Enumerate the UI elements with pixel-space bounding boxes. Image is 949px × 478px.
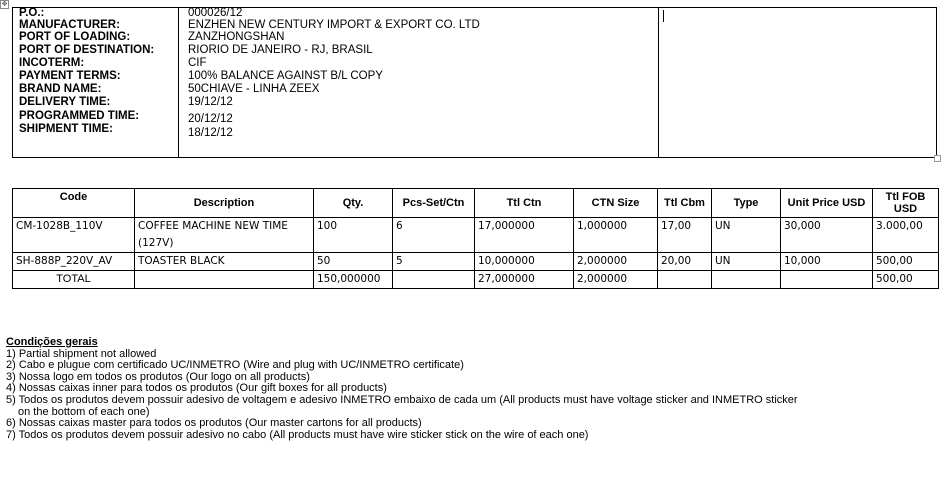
table-cell[interactable]: 2,000000 <box>574 253 658 271</box>
condition-item: 4) Nossas caixas inner para todos os produtos (Our gift boxes for all products) <box>6 382 387 395</box>
table-cell[interactable]: 30,000 <box>781 218 873 253</box>
condition-item: 3) Nossa logo em todos os produtos (Our logo on all products) <box>6 370 310 383</box>
header-label: PAYMENT TERMS: <box>19 70 121 82</box>
column-header: Unit Price USD <box>781 189 873 218</box>
column-header: Code <box>13 189 135 218</box>
table-cell[interactable]: 10,000000 <box>475 253 574 271</box>
header-value[interactable]: CIF <box>188 57 207 69</box>
table-cell[interactable]: UN <box>712 218 781 253</box>
column-header: Qty. <box>314 189 393 218</box>
table-cell[interactable]: 17,00 <box>658 218 712 253</box>
table-cell[interactable]: 10,000 <box>781 253 873 271</box>
condition-item: 1) Partial shipment not allowed <box>6 347 157 360</box>
header-value[interactable]: ENZHEN NEW CENTURY IMPORT & EXPORT CO. LTD <box>188 19 480 31</box>
total-row <box>13 271 939 289</box>
column-header: Ttl Cbm <box>658 189 712 218</box>
header-value[interactable]: 50CHIAVE - LINHA ZEEX <box>188 83 320 95</box>
table-cell[interactable]: 50 <box>314 253 393 271</box>
table-cell[interactable]: TOASTER BLACK <box>135 253 314 271</box>
header-value[interactable]: 19/12/12 <box>188 96 233 108</box>
table-cell[interactable]: UN <box>712 253 781 271</box>
condition-item: 6) Nossas caixas master para todos os produtos (Our master cartons for all products) <box>6 417 422 430</box>
header-label: MANUFACTURER: <box>19 19 120 31</box>
condition-item-continuation: on the bottom of each one) <box>18 405 150 418</box>
table-cell[interactable] <box>658 271 712 289</box>
column-header: Pcs-Set/Ctn <box>393 189 475 218</box>
header-label: SHIPMENT TIME: <box>19 123 113 135</box>
table-cell[interactable]: 100 <box>314 218 393 253</box>
table-cell[interactable] <box>781 271 873 289</box>
table-move-handle-icon[interactable]: ✥ <box>1 0 8 8</box>
header-value[interactable]: 18/12/12 <box>188 127 233 139</box>
table-cell[interactable] <box>135 271 314 289</box>
header-label: INCOTERM: <box>19 57 85 69</box>
table-cell[interactable]: SH-888P_220V_AV <box>13 253 135 271</box>
table-cell[interactable]: 2,000000 <box>574 271 658 289</box>
table-cell[interactable]: 500,00 <box>873 271 939 289</box>
column-header: Type <box>712 189 781 218</box>
header-label: PROGRAMMED TIME: <box>19 110 140 122</box>
table-cell[interactable]: 20,00 <box>658 253 712 271</box>
table-row <box>13 253 939 271</box>
table-cell[interactable]: 500,00 <box>873 253 939 271</box>
table-cell[interactable]: 1,000000 <box>574 218 658 253</box>
header-label: DELIVERY TIME: <box>19 96 111 108</box>
table-cell[interactable]: 17,000000 <box>475 218 574 253</box>
condition-item: 2) Cabo e plugue com certificado UC/INMETRO (Wire and plug with UC/INMETRO certificate) <box>6 359 464 372</box>
header-value[interactable]: 20/12/12 <box>188 113 233 125</box>
table-row <box>13 218 939 253</box>
header-value[interactable]: RIORIO DE JANEIRO - RJ, BRASIL <box>188 44 373 56</box>
table-resize-handle-icon[interactable] <box>934 155 941 162</box>
conditions-title: Condições gerais <box>6 336 98 348</box>
column-header: Ttl Ctn <box>475 189 574 218</box>
header-label: P.O.: <box>19 7 45 19</box>
header-value[interactable]: ZANZHONGSHAN <box>188 31 285 43</box>
header-info-table <box>12 7 937 158</box>
header-label: PORT OF DESTINATION: <box>19 44 155 56</box>
items-table <box>12 188 939 289</box>
table-cell[interactable]: 6 <box>393 218 475 253</box>
table-cell[interactable]: 27,000000 <box>475 271 574 289</box>
table-cell[interactable]: COFFEE MACHINE NEW TIME (127V) <box>135 218 314 253</box>
total-label: TOTAL <box>13 271 135 289</box>
condition-item: 5) Todos os produtos devem possuir adesivo de voltagem e adesivo INMETRO embaixo de cada um (All products must have voltage sticker and INMETRO sticker <box>6 393 798 406</box>
header-column-divider <box>658 8 659 157</box>
table-cell[interactable]: CM-1028B_110V <box>13 218 135 253</box>
column-header: Description <box>135 189 314 218</box>
table-cell[interactable]: 150,000000 <box>314 271 393 289</box>
table-cell[interactable]: 3.000,00 <box>873 218 939 253</box>
table-cell[interactable] <box>393 271 475 289</box>
header-column-divider <box>178 8 179 157</box>
table-cell[interactable] <box>712 271 781 289</box>
header-label: PORT OF LOADING: <box>19 31 131 43</box>
general-conditions <box>6 337 941 441</box>
table-header-row <box>13 189 939 218</box>
column-header: CTN Size <box>574 189 658 218</box>
header-label: BRAND NAME: <box>19 83 102 95</box>
header-value[interactable]: 000026/12 <box>188 7 243 19</box>
header-value[interactable]: 100% BALANCE AGAINST B/L COPY <box>188 70 383 82</box>
table-cell[interactable]: 5 <box>393 253 475 271</box>
condition-item: 7) Todos os produtos devem possuir adesivo no cabo (All products must have wire sticker stick on the wire of each one) <box>6 428 589 441</box>
column-header: Ttl FOB USD <box>873 189 939 218</box>
